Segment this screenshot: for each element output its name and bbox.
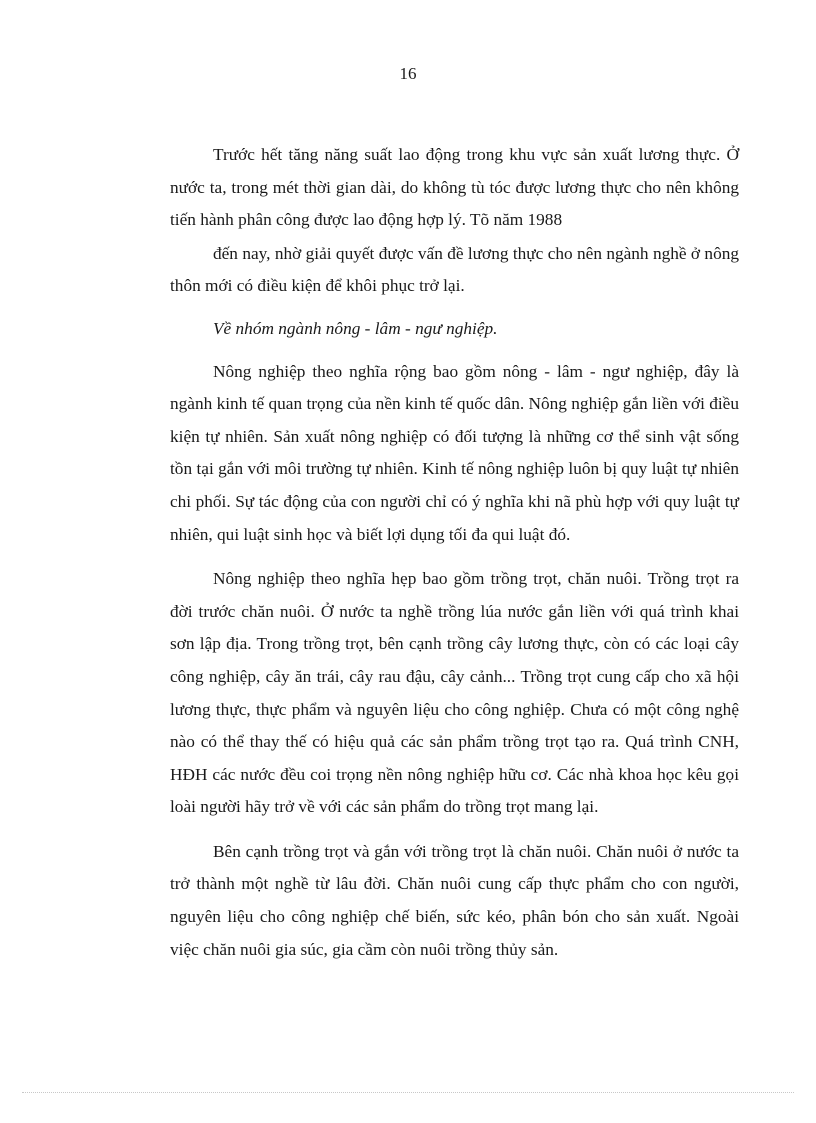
page-number: 16 xyxy=(399,64,417,83)
section-heading-agriculture-forestry-fishery: Về nhóm ngành nông - lâm - ngư nghiệp. xyxy=(213,318,498,338)
paragraph-since-1988: đến nay, nhờ giải quyết được vấn đề lương thực cho nên ngành nghề ở nông thôn mới có điều kiện để khôi phục trở lại. xyxy=(170,243,739,296)
footer-divider xyxy=(22,1092,794,1093)
paragraph-food-productivity: Trước hết tăng năng suất lao động trong khu vực sản xuất lương thực. Ở nước ta, trong mét thời gian dài, do không tù tóc được lương thực cho nên không tiến hành phân công được lao động hợp lý. Tõ năm 1988 xyxy=(170,145,739,230)
document-body xyxy=(170,139,739,966)
paragraph-narrow-agriculture: Nông nghiệp theo nghĩa hẹp bao gồm trồng trọt, chăn nuôi. Trồng trọt ra đời trước chăn nuôi. Ở nước ta nghề trồng lúa nước gắn liền với quá trình khai sơn lập địa. Trong trồng trọt, bên cạnh trồng cây lương thực, còn có các loại cây công nghiệp, cây ăn trái, cây rau đậu, cây cảnh... Trồng trọt cung cấp cho xã hội lương thực, thực phẩm và nguyên liệu cho công nghiệp. Chưa có một công nghệ nào có thể thay thế có hiệu quả các sản phẩm trồng trọt tạo ra. Quá trình CNH, HĐH các nước đều coi trọng nền nông nghiệp hữu cơ. Các nhà khoa học kêu gọi loài người hãy trở về với các sản phẩm do trồng trọt mang lại. xyxy=(170,569,739,817)
paragraph-broad-agriculture: Nông nghiệp theo nghĩa rộng bao gồm nông - lâm - ngư nghiệp, đây là ngành kinh tế quan trọng của nền kinh tế quốc dân. Nông nghiệp gắn liền với điều kiện tự nhiên. Sản xuất nông nghiệp có đối tượng là những cơ thể sinh vật sống tồn tại gắn với môi trường tự nhiên. Kinh tế nông nghiệp luôn bị quy luật tự nhiên chi phối. Sự tác động của con người chỉ có ý nghĩa khi nã phù hợp với quy luật tự nhiên, qui luật sinh học và biết lợi dụng tối đa qui luật đó. xyxy=(170,361,739,544)
paragraph-livestock: Bên cạnh trồng trọt và gắn với trồng trọt là chăn nuôi. Chăn nuôi ở nước ta trở thành một nghề từ lâu đời. Chăn nuôi cung cấp thực phẩm cho con người, nguyên liệu cho công nghiệp chế biến, sức kéo, phân bón cho sản xuất. Ngoài việc chăn nuôi gia súc, gia cầm còn nuôi trồng thủy sản. xyxy=(170,841,739,959)
